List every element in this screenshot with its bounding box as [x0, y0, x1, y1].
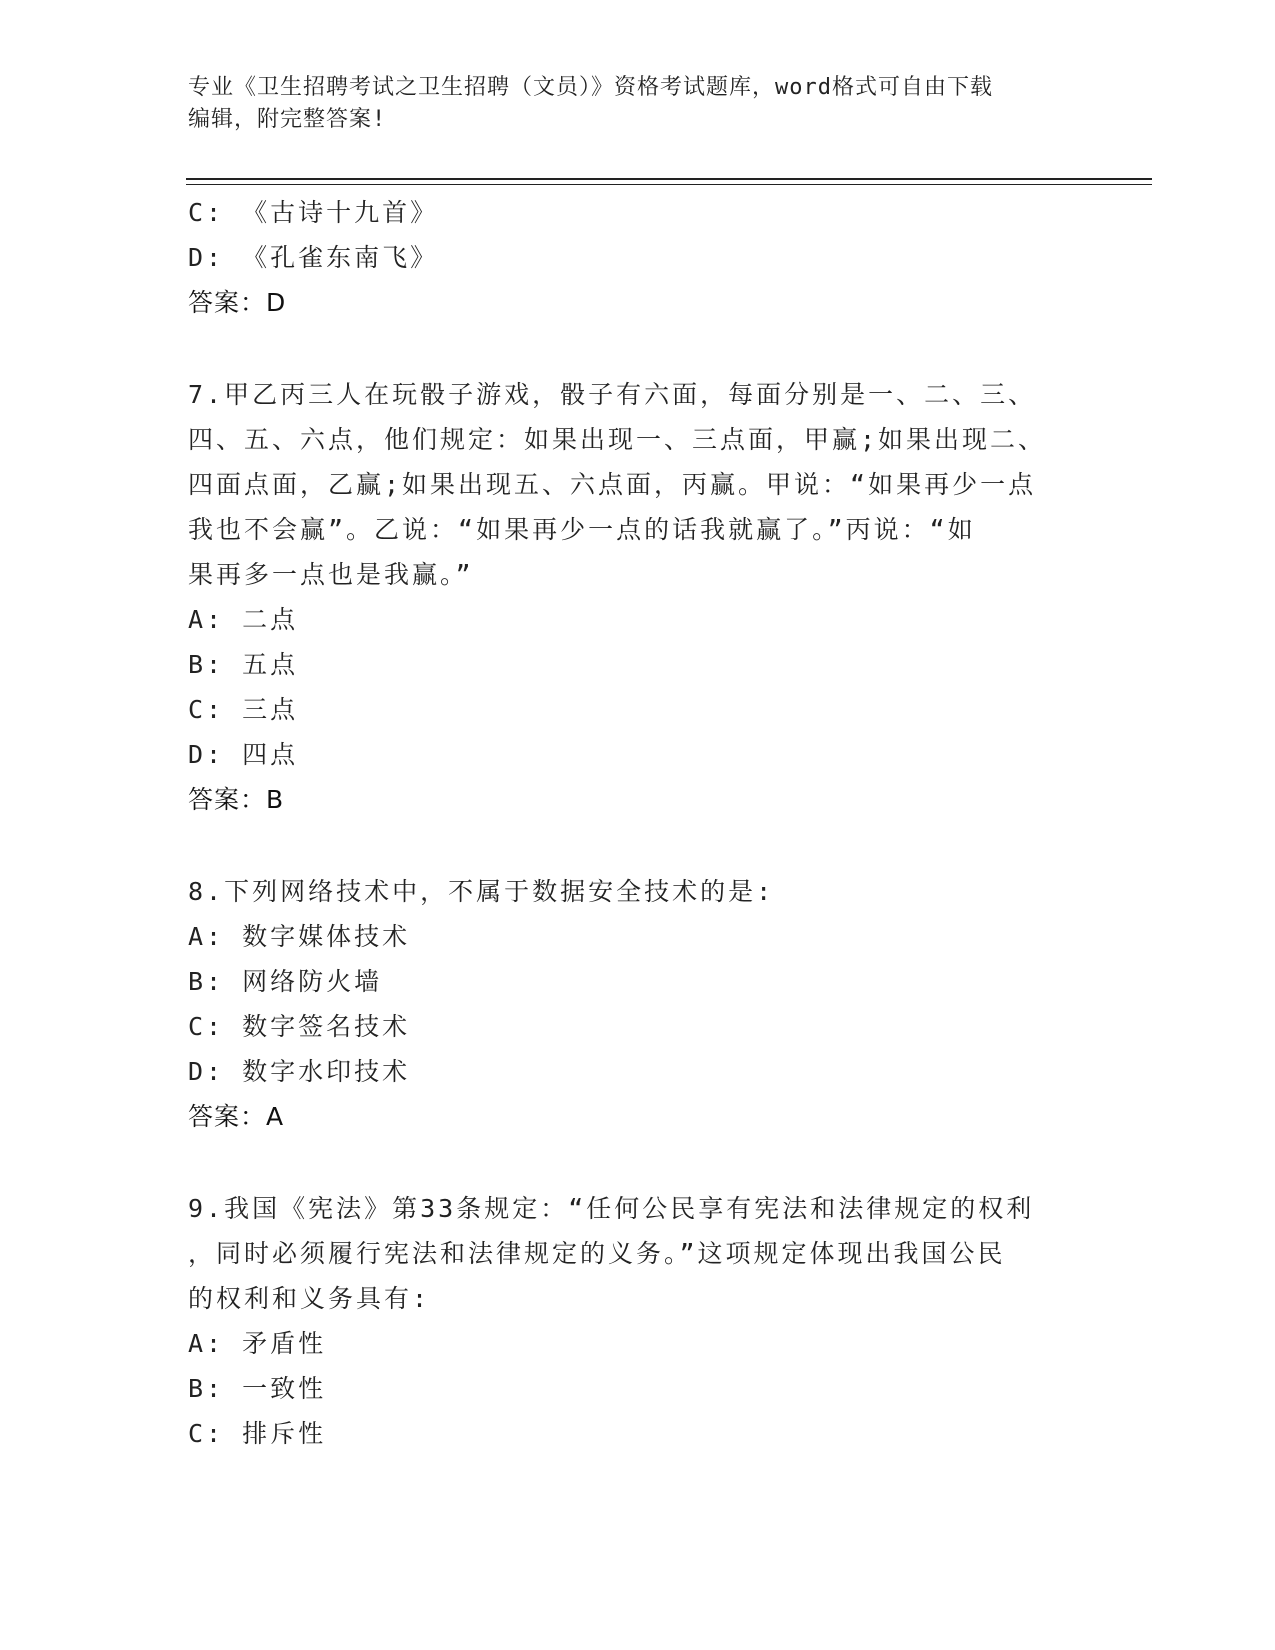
option-b: B: 五点 [188, 650, 299, 679]
header-line-2: 编辑，附完整答案! [188, 107, 387, 132]
spacer [188, 325, 1088, 372]
spacer [188, 822, 1088, 869]
option-c: C: 数字签名技术 [188, 1012, 411, 1041]
question-text-line: 我也不会赢”。乙说：“如果再少一点的话我就赢了。”丙说：“如 [188, 515, 976, 544]
question-8 [188, 869, 1088, 1139]
header-line-1: 专业《卫生招聘考试之卫生招聘（文员）》资格考试题库，word格式可自由下载 [188, 75, 993, 100]
option-b: B: 一致性 [188, 1374, 327, 1403]
option-d: D: 四点 [188, 740, 299, 769]
document-header [188, 72, 1088, 136]
answer-line: 答案：B [188, 785, 285, 814]
option-c: C: 排斥性 [188, 1419, 327, 1448]
answer-line: 答案：A [188, 1102, 285, 1131]
option-c: C: 《古诗十九首》 [188, 198, 439, 227]
question-text-line: 7.甲乙丙三人在玩骰子游戏，骰子有六面，每面分别是一、二、三、 [188, 380, 1037, 409]
question-7 [188, 372, 1088, 822]
document-body [188, 190, 1088, 1456]
question-text-line: 8.下列网络技术中，不属于数据安全技术的是: [188, 877, 775, 906]
option-d: D: 《孔雀东南飞》 [188, 243, 439, 272]
answer-line: 答案：D [188, 288, 287, 317]
question-6-continuation [188, 190, 1088, 325]
option-d: D: 数字水印技术 [188, 1057, 411, 1086]
question-text-line: ，同时必须履行宪法和法律规定的义务。”这项规定体现出我国公民 [188, 1239, 1006, 1268]
option-b: B: 网络防火墙 [188, 967, 383, 996]
option-a: A: 二点 [188, 605, 299, 634]
question-text-line: 果再多一点也是我赢。” [188, 560, 474, 589]
question-stem [188, 1186, 1088, 1321]
header-rule-thick [186, 178, 1152, 180]
question-text-line: 四面点面，乙赢;如果出现五、六点面，丙赢。甲说：“如果再少一点 [188, 470, 1037, 499]
question-text-line: 四、五、六点，他们规定：如果出现一、三点面，甲赢;如果出现二、 [188, 425, 1047, 454]
question-text-line: 9.我国《宪法》第33条规定：“任何公民享有宪法和法律规定的权利 [188, 1194, 1035, 1223]
question-stem [188, 372, 1088, 597]
question-stem [188, 869, 1088, 914]
option-c: C: 三点 [188, 695, 299, 724]
option-a: A: 矛盾性 [188, 1329, 327, 1358]
question-text-line: 的权利和义务具有: [188, 1284, 431, 1313]
option-a: A: 数字媒体技术 [188, 922, 411, 951]
question-9 [188, 1186, 1088, 1456]
spacer [188, 1139, 1088, 1186]
header-rule-thin [186, 184, 1152, 185]
